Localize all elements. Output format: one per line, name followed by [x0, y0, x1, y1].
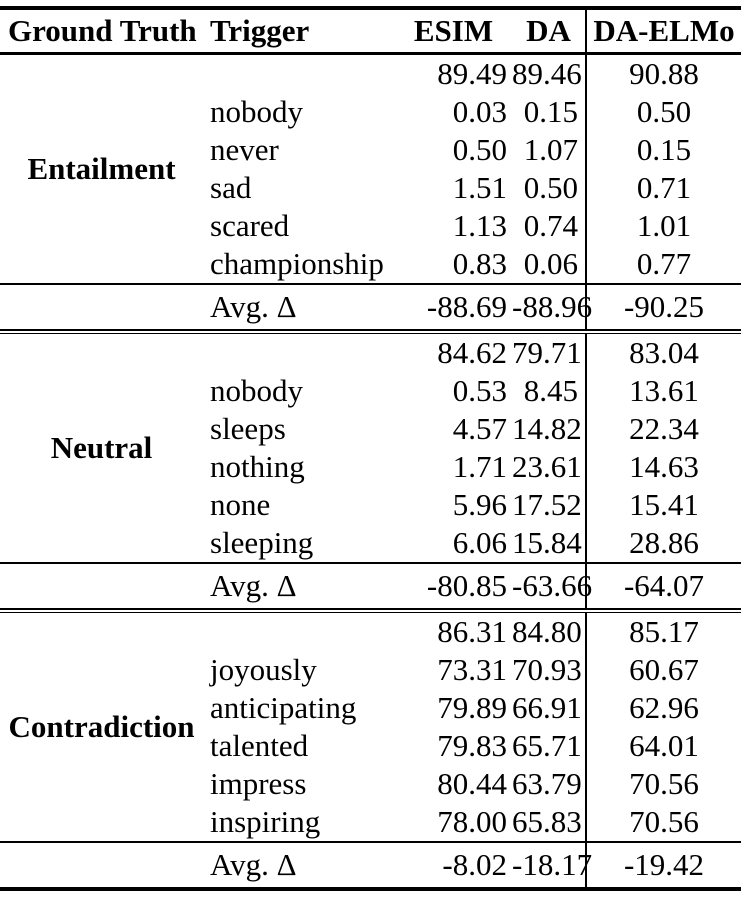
table-sections	[0, 55, 741, 891]
bottom-rule	[0, 887, 741, 891]
col-header-da-elmo: DA-ELMo	[585, 10, 741, 52]
trigger-cell: joyously	[210, 652, 317, 687]
da-value: 15.84	[512, 525, 582, 560]
avg-esim-value: -8.02	[442, 847, 507, 882]
da-elmo-value: 90.88	[585, 55, 741, 93]
da-value: 79.71	[512, 335, 582, 370]
ground-truth-label: Neutral	[50, 430, 153, 465]
da-value: 17.52	[512, 487, 582, 522]
trigger-cell: sad	[210, 170, 252, 205]
trigger-cell: never	[210, 132, 279, 167]
da-value: 8.45	[523, 373, 578, 408]
trigger-cell: sleeps	[210, 411, 286, 446]
ground-truth-spacer	[0, 843, 203, 887]
trigger-cell: nothing	[210, 449, 305, 484]
da-elmo-value: 0.71	[585, 169, 741, 207]
ground-truth-spacer	[0, 564, 203, 608]
esim-value: 1.51	[452, 170, 507, 205]
da-elmo-value: 22.34	[585, 410, 741, 448]
ground-truth-label: Entailment	[27, 151, 176, 186]
trigger-cell: inspiring	[210, 804, 321, 839]
avg-delta-label: Avg. Δ	[210, 847, 297, 882]
da-value: 84.80	[512, 614, 582, 649]
da-elmo-value: 64.01	[585, 727, 741, 765]
trigger-cell: scared	[210, 208, 290, 243]
avg-da-value: -18.17	[512, 847, 593, 882]
esim-value: 84.62	[437, 335, 507, 370]
da-elmo-value: 15.41	[585, 486, 741, 524]
da-value: 70.93	[512, 652, 582, 687]
col-header-esim: ESIM	[413, 13, 494, 48]
trigger-cell: nobody	[210, 373, 303, 408]
esim-value: 0.53	[452, 373, 507, 408]
col-header-da: DA	[526, 13, 571, 48]
avg-row	[0, 285, 741, 329]
trigger-cell: anticipating	[210, 690, 357, 725]
trigger-cell: impress	[210, 766, 307, 801]
da-value: 23.61	[512, 449, 582, 484]
trigger-cell: nobody	[210, 94, 303, 129]
ground-truth-spacer	[0, 285, 203, 329]
col-header-ground-truth: Ground Truth	[8, 13, 197, 48]
avg-da-elmo-value: -19.42	[585, 843, 741, 887]
avg-da-elmo-value: -90.25	[585, 285, 741, 329]
da-value: 14.82	[512, 411, 582, 446]
esim-value: 73.31	[437, 652, 507, 687]
esim-value: 79.83	[437, 728, 507, 763]
avg-da-value: -88.96	[512, 289, 593, 324]
da-elmo-value: 70.56	[585, 765, 741, 803]
avg-row	[0, 564, 741, 608]
trigger-cell: none	[210, 487, 271, 522]
da-value: 63.79	[512, 766, 582, 801]
table-header-row	[0, 10, 741, 52]
da-elmo-value: 85.17	[585, 613, 741, 651]
da-elmo-value: 0.77	[585, 245, 741, 283]
avg-delta-label: Avg. Δ	[210, 289, 297, 324]
esim-value: 78.00	[437, 804, 507, 839]
da-value: 0.15	[523, 94, 578, 129]
avg-da-elmo-value: -64.07	[585, 564, 741, 608]
esim-value: 4.57	[452, 411, 507, 446]
avg-esim-value: -88.69	[426, 289, 507, 324]
esim-value: 6.06	[452, 525, 507, 560]
esim-value: 0.03	[452, 94, 507, 129]
da-elmo-value: 0.50	[585, 93, 741, 131]
table-section	[0, 334, 741, 562]
ground-truth-label: Contradiction	[8, 709, 195, 744]
avg-da-value: -63.66	[512, 568, 593, 603]
table-section	[0, 613, 741, 841]
da-elmo-value: 28.86	[585, 524, 741, 562]
da-elmo-value: 0.15	[585, 131, 741, 169]
da-elmo-value: 1.01	[585, 207, 741, 245]
trigger-cell: sleeping	[210, 525, 314, 560]
da-value: 0.74	[523, 208, 578, 243]
esim-value: 1.13	[452, 208, 507, 243]
table-section	[0, 55, 741, 283]
da-value: 65.83	[512, 804, 582, 839]
trigger-cell	[203, 334, 395, 372]
trigger-cell: talented	[210, 728, 309, 763]
col-header-trigger: Trigger	[210, 13, 310, 48]
esim-value: 89.49	[437, 56, 507, 91]
da-value: 89.46	[512, 56, 582, 91]
da-value: 1.07	[523, 132, 578, 167]
trigger-cell	[203, 613, 395, 651]
da-value: 65.71	[512, 728, 582, 763]
esim-value: 80.44	[437, 766, 507, 801]
trigger-cell: championship	[210, 246, 384, 281]
da-value: 66.91	[512, 690, 582, 725]
avg-delta-label: Avg. Δ	[210, 568, 297, 603]
esim-value: 86.31	[437, 614, 507, 649]
da-elmo-value: 62.96	[585, 689, 741, 727]
da-value: 0.50	[523, 170, 578, 205]
esim-value: 0.50	[452, 132, 507, 167]
da-elmo-value: 13.61	[585, 372, 741, 410]
esim-value: 1.71	[452, 449, 507, 484]
da-elmo-value: 70.56	[585, 803, 741, 841]
avg-row	[0, 843, 741, 887]
esim-value: 79.89	[437, 690, 507, 725]
esim-value: 0.83	[452, 246, 507, 281]
da-value: 0.06	[523, 246, 578, 281]
esim-value: 5.96	[452, 487, 507, 522]
avg-esim-value: -80.85	[426, 568, 507, 603]
da-elmo-value: 60.67	[585, 651, 741, 689]
da-elmo-value: 83.04	[585, 334, 741, 372]
trigger-cell	[203, 55, 395, 93]
da-elmo-value: 14.63	[585, 448, 741, 486]
